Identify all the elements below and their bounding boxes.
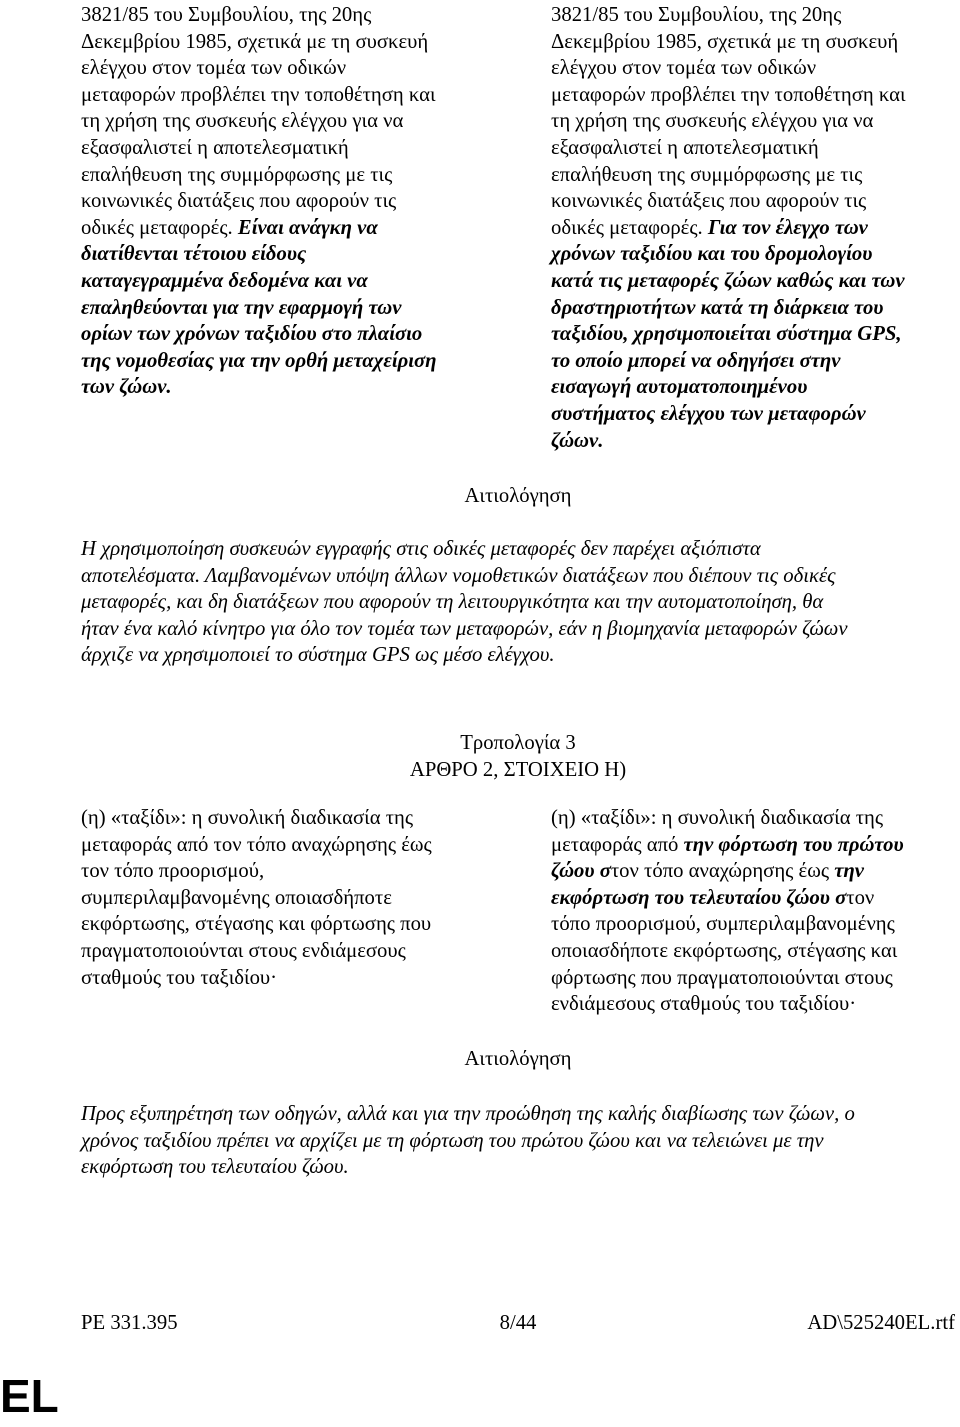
text-run: (η) «ταξίδι»: η συνολική διαδικασία της: [551, 807, 884, 829]
justification-title: Αιτιολόγηση: [464, 485, 572, 507]
justification-line: άρχιζε να χρησιμοποιεί το σύστημα GPS ως μέσο ελέγχου.: [81, 644, 555, 667]
text-line: [81, 321, 461, 348]
text-run: τη χρήση της συσκευής ελέγχου για να: [81, 110, 404, 133]
text-line: [81, 374, 461, 401]
text-run: τον: [846, 886, 875, 909]
text-run: 3821/85 του Συμβουλίου, της 20ης: [551, 4, 842, 26]
text-line: [551, 991, 931, 1018]
text-line: [81, 188, 461, 215]
text-run: εκφόρτωσης, στέγασης και φόρτωσης που: [81, 913, 432, 936]
amended-wording: χρόνων ταξιδίου και του δρομολογίου: [551, 243, 873, 266]
text-line: [81, 55, 461, 82]
text-run: 3821/85 του Συμβουλίου, της 20ης: [81, 4, 372, 26]
text-line: [551, 911, 931, 938]
text-run: οδικές μεταφορές.: [81, 216, 238, 239]
text-run: μεταφορών προβλέπει την τοποθέτηση και: [551, 83, 906, 106]
text-line: [551, 938, 931, 965]
text-run: (η) «ταξίδι»: η συνολική διαδικασία της: [81, 807, 414, 829]
text-line: [81, 348, 461, 375]
text-line: [81, 241, 461, 268]
text-line: [551, 295, 931, 322]
text-run: μεταφοράς από τον τόπο αναχώρησης έως: [81, 833, 432, 856]
text-run: μεταφοράς από: [551, 833, 684, 856]
justification-line: ήταν ένα καλό κίνητρο για όλο τον τομέα των μεταφορών, εάν η βιομηχανία μεταφορών ζώων: [81, 617, 848, 640]
text-line: [81, 162, 461, 189]
text-line: [551, 965, 931, 992]
text-run: εξασφαλιστεί η αποτελεσματική: [551, 136, 819, 159]
text-run: εξασφαλιστεί η αποτελεσματική: [81, 136, 349, 159]
amended-wording: ζώου σ: [551, 860, 611, 883]
justification-line: εκφόρτωση του τελευταίου ζώου.: [81, 1156, 349, 1179]
text-run: οποιασδήποτε εκφόρτωσης, στέγασης και: [551, 939, 898, 962]
text-line: [551, 858, 931, 885]
parliament-amendment-column: [551, 2, 931, 454]
text-line: [551, 428, 931, 455]
text-line: [551, 215, 931, 242]
document-reference: PE 331.395: [81, 1312, 178, 1334]
text-line: [551, 241, 931, 268]
amended-wording: το οποίο μπορεί να οδηγήσει στην: [551, 349, 841, 372]
justification-line: αποτελέσματα. Λαμβανομένων υπόψη άλλων νομοθετικών διατάξεων που διέπουν τις οδικές: [81, 564, 836, 587]
justification-title: Αιτιολόγηση: [464, 1048, 572, 1070]
text-run: κοινωνικές διατάξεις που αφορούν τις: [551, 190, 867, 213]
text-line: [551, 108, 931, 135]
page-footer: [81, 1310, 955, 1337]
language-code: EL: [0, 1370, 59, 1422]
file-name: AD\525240EL.rtf: [807, 1312, 955, 1334]
amended-wording: εισαγωγή αυτοματοποιημένου: [551, 376, 808, 399]
text-line: [81, 2, 461, 29]
text-run: Δεκεμβρίου 1985, σχετικά με τη συσκευή: [81, 30, 429, 53]
amended-wording: συστήματος ελέγχου των μεταφορών: [551, 402, 866, 425]
text-run: επαλήθευση της συμμόρφωσης με τις: [81, 163, 393, 186]
text-run: συμπεριλαμβανομένης οποιασδήποτε: [81, 886, 392, 909]
amendment-title: Τροπολογία 3: [460, 732, 576, 754]
text-line: [81, 82, 461, 109]
text-line: [81, 805, 461, 832]
parliament-amendment-column: [551, 805, 931, 1018]
text-line: [551, 2, 931, 29]
amended-wording: διατίθενται τέτοιου είδους: [81, 243, 307, 266]
justification-line: Η χρησιμοποίηση συσκευών εγγραφής στις οδικές μεταφορές δεν παρέχει αξιόπιστα: [81, 538, 761, 560]
text-line: [551, 805, 931, 832]
text-run: ελέγχου στον τομέα των οδικών: [551, 57, 817, 80]
text-line: [81, 29, 461, 56]
text-line: [551, 82, 931, 109]
text-run: τόπο προορισμού, συμπεριλαμβανομένης: [551, 913, 895, 936]
text-line: [81, 858, 461, 885]
text-line: [81, 885, 461, 912]
text-line: [81, 135, 461, 162]
text-run: ελέγχου στον τομέα των οδικών: [81, 57, 347, 80]
text-run: οδικές μεταφορές.: [551, 216, 708, 239]
text-run: φόρτωσης που πραγματοποιούνται στους: [551, 966, 893, 989]
amended-wording: Για τον έλεγχο των: [707, 216, 868, 239]
amended-wording: της νομοθεσίας για την ορθή μεταχείριση: [81, 349, 437, 372]
amended-wording: την φόρτωση του πρώτου: [683, 833, 904, 856]
amended-wording: ορίων των χρόνων ταξιδίου στο πλαίσιο: [81, 323, 423, 346]
text-line: [81, 268, 461, 295]
amended-wording: κατά τις μεταφορές ζώων καθώς και των: [551, 269, 905, 292]
text-line: [551, 374, 931, 401]
amended-wording: ταξιδίου, χρησιμοποιείται σύστημα GPS,: [551, 323, 902, 346]
text-line: [551, 321, 931, 348]
amendment-heading: [81, 730, 955, 783]
amended-wording: των ζώων.: [81, 376, 172, 399]
text-line: [81, 911, 461, 938]
text-run: Δεκεμβρίου 1985, σχετικά με τη συσκευή: [551, 30, 899, 53]
page-number: 8/44: [499, 1312, 537, 1334]
amended-wording: την: [834, 860, 864, 883]
text-line: [81, 832, 461, 859]
text-line: [551, 135, 931, 162]
amended-wording: εκφόρτωση του τελευταίου ζώου σ: [551, 886, 847, 909]
amended-wording: δραστηριοτήτων κατά τη διάρκεια του: [551, 296, 884, 319]
text-run: επαλήθευση της συμμόρφωσης με τις: [551, 163, 863, 186]
justification-text: [81, 1101, 957, 1181]
text-run: σταθμούς του ταξιδίου·: [81, 966, 278, 989]
text-line: [81, 215, 461, 242]
text-line: [551, 885, 931, 912]
amended-wording: Είναι ανάγκη να: [237, 216, 378, 239]
amended-wording: καταγεγραμμένα δεδομένα και να: [81, 269, 368, 292]
text-line: [81, 108, 461, 135]
justification-line: μεταφορές, και δη διατάξεων που αφορούν τη λειτουργικότητα και την αυτοματοποίηση, θα: [81, 591, 824, 614]
text-line: [551, 162, 931, 189]
commission-text-column: [81, 2, 461, 401]
text-line: [551, 401, 931, 428]
justification-text: [81, 536, 957, 669]
text-run: ενδιάμεσους σταθμούς του ταξιδίου·: [551, 993, 857, 1016]
text-line: [551, 268, 931, 295]
text-line: [551, 29, 931, 56]
text-run: τον τόπο αναχώρησης έως: [610, 860, 835, 883]
amended-wording: επαληθεύονται για την εφαρμογή των: [81, 296, 402, 319]
text-line: [551, 55, 931, 82]
text-run: τον τόπο προορισμού,: [81, 860, 265, 883]
text-line: [81, 938, 461, 965]
text-line: [81, 295, 461, 322]
text-line: [551, 348, 931, 375]
amended-wording: ζώων.: [551, 429, 604, 452]
text-line: [551, 188, 931, 215]
text-run: πραγματοποιούνται στους ενδιάμεσους: [81, 939, 406, 962]
justification-line: χρόνος ταξιδίου πρέπει να αρχίζει με τη φόρτωση του πρώτου ζώου και να τελειώνει με την: [81, 1129, 824, 1152]
justification-line: Προς εξυπηρέτηση των οδηγών, αλλά και για την προώθηση της καλής διαβίωσης των ζώων, ο: [81, 1103, 855, 1125]
text-line: [81, 965, 461, 992]
text-run: τη χρήση της συσκευής ελέγχου για να: [551, 110, 874, 133]
text-run: μεταφορών προβλέπει την τοποθέτηση και: [81, 83, 436, 106]
amendment-article-reference: ΑΡΘΡΟ 2, ΣΤΟΙΧΕΙΟ Η): [409, 758, 627, 781]
text-line: [551, 832, 931, 859]
text-run: κοινωνικές διατάξεις που αφορούν τις: [81, 190, 397, 213]
commission-text-column: [81, 805, 461, 991]
